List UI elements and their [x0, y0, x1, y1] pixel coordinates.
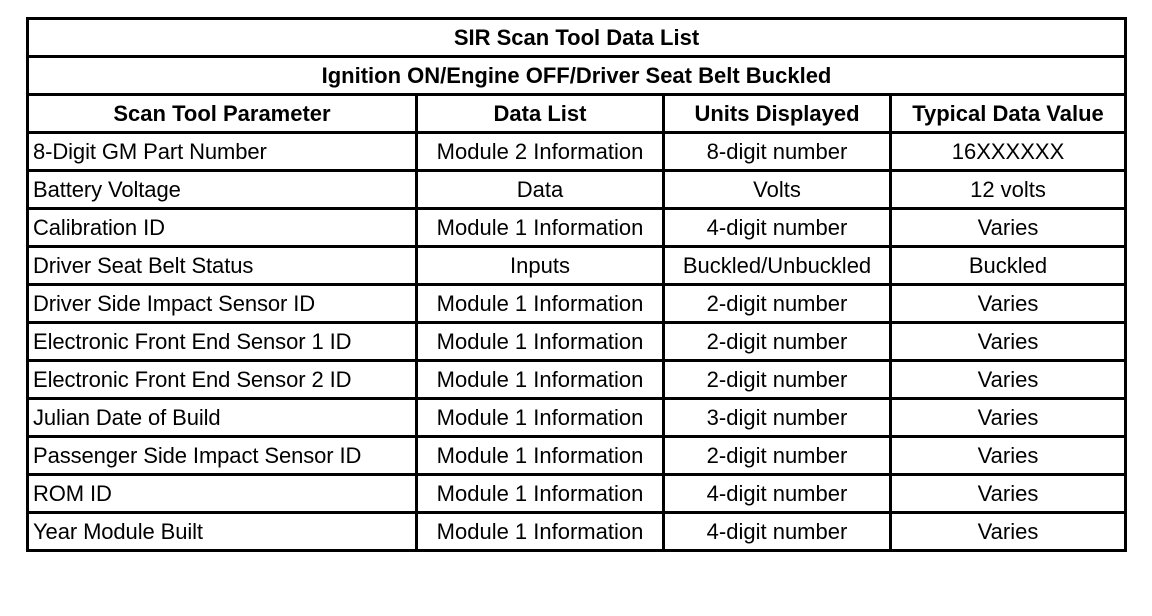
table-row [28, 399, 1126, 437]
cell-parameter: Year Module Built [28, 513, 417, 551]
cell-typical-value: Varies [891, 399, 1126, 437]
table-row [28, 209, 1126, 247]
cell-units: 4-digit number [664, 513, 891, 551]
cell-parameter: Electronic Front End Sensor 2 ID [28, 361, 417, 399]
table-row [28, 475, 1126, 513]
cell-parameter: Passenger Side Impact Sensor ID [28, 437, 417, 475]
header-typical-data-value: Typical Data Value [891, 95, 1126, 133]
cell-typical-value: Varies [891, 323, 1126, 361]
header-row [28, 95, 1126, 133]
table-row [28, 171, 1126, 209]
cell-data-list: Module 1 Information [417, 209, 664, 247]
cell-typical-value: Varies [891, 361, 1126, 399]
cell-units: 2-digit number [664, 285, 891, 323]
cell-data-list: Module 1 Information [417, 323, 664, 361]
header-units-displayed: Units Displayed [664, 95, 891, 133]
cell-parameter: Julian Date of Build [28, 399, 417, 437]
cell-data-list: Module 1 Information [417, 285, 664, 323]
cell-data-list: Module 1 Information [417, 475, 664, 513]
cell-typical-value: Varies [891, 513, 1126, 551]
cell-data-list: Module 1 Information [417, 513, 664, 551]
cell-units: 2-digit number [664, 323, 891, 361]
cell-units: 2-digit number [664, 437, 891, 475]
cell-data-list: Module 1 Information [417, 437, 664, 475]
cell-units: Volts [664, 171, 891, 209]
table-row [28, 513, 1126, 551]
cell-data-list: Module 2 Information [417, 133, 664, 171]
header-scan-tool-parameter: Scan Tool Parameter [28, 95, 417, 133]
cell-parameter: Calibration ID [28, 209, 417, 247]
cell-parameter: Driver Seat Belt Status [28, 247, 417, 285]
cell-units: 2-digit number [664, 361, 891, 399]
cell-units: 3-digit number [664, 399, 891, 437]
cell-data-list: Module 1 Information [417, 399, 664, 437]
cell-data-list: Inputs [417, 247, 664, 285]
condition-row [28, 57, 1126, 95]
cell-typical-value: 12 volts [891, 171, 1126, 209]
table-row [28, 323, 1126, 361]
cell-typical-value: Buckled [891, 247, 1126, 285]
table-row [28, 285, 1126, 323]
table-row [28, 133, 1126, 171]
title-row [28, 19, 1126, 57]
cell-parameter: 8-Digit GM Part Number [28, 133, 417, 171]
table-row [28, 361, 1126, 399]
table-body [28, 133, 1126, 551]
header-data-list: Data List [417, 95, 664, 133]
cell-data-list: Data [417, 171, 664, 209]
cell-typical-value: Varies [891, 475, 1126, 513]
cell-units: 4-digit number [664, 475, 891, 513]
table-condition: Ignition ON/Engine OFF/Driver Seat Belt Buckled [28, 57, 1126, 95]
table-title: SIR Scan Tool Data List [28, 19, 1126, 57]
sir-data-table [26, 17, 1127, 552]
cell-typical-value: Varies [891, 437, 1126, 475]
cell-typical-value: Varies [891, 209, 1126, 247]
cell-units: Buckled/Unbuckled [664, 247, 891, 285]
cell-units: 8-digit number [664, 133, 891, 171]
cell-parameter: Driver Side Impact Sensor ID [28, 285, 417, 323]
table-row [28, 247, 1126, 285]
cell-data-list: Module 1 Information [417, 361, 664, 399]
cell-typical-value: 16XXXXXX [891, 133, 1126, 171]
cell-parameter: Battery Voltage [28, 171, 417, 209]
table-row [28, 437, 1126, 475]
cell-units: 4-digit number [664, 209, 891, 247]
cell-parameter: Electronic Front End Sensor 1 ID [28, 323, 417, 361]
cell-typical-value: Varies [891, 285, 1126, 323]
cell-parameter: ROM ID [28, 475, 417, 513]
